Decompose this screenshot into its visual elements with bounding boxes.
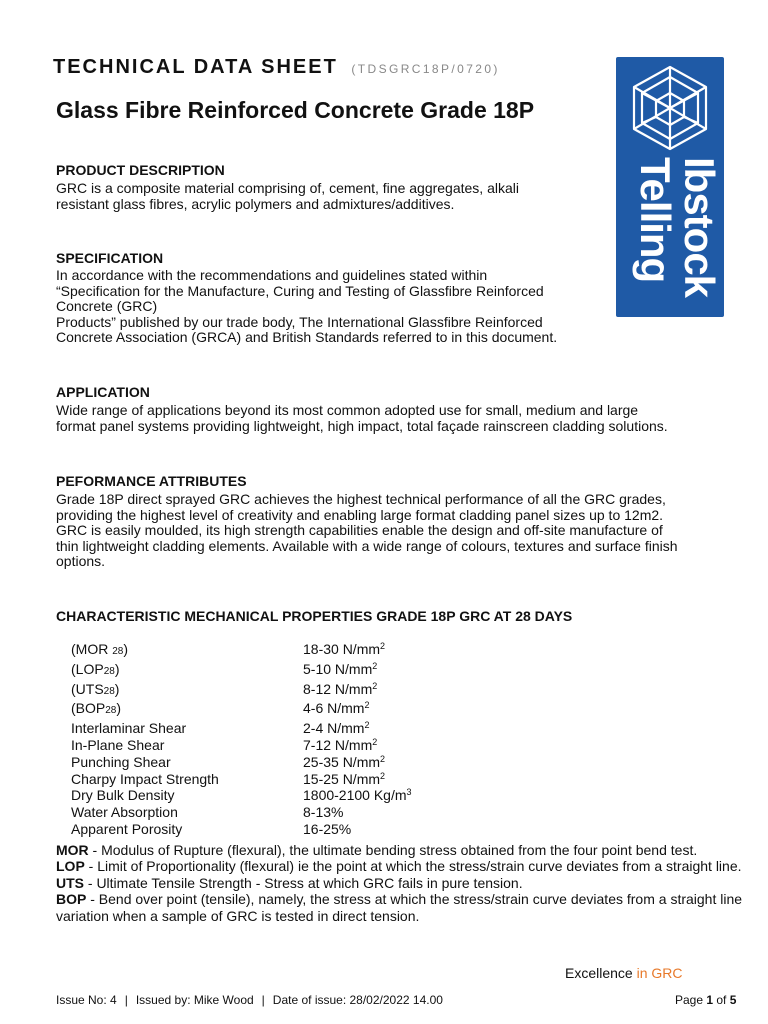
paragraph-line: thin lightweight cladding elements. Available with a wide range of colours, textures and surface finish [56, 537, 678, 554]
page-current: 1 [706, 993, 714, 1007]
specification-text [56, 268, 756, 346]
document-type-title [53, 56, 500, 79]
definition-text: - Modulus of Rupture (flexural), the ultimate bending stress obtained from the four point bend test. [88, 842, 698, 858]
property-label-end: ) [116, 700, 122, 717]
property-label [71, 804, 303, 821]
property-row [71, 641, 412, 661]
property-value-superscript: 2 [364, 720, 370, 731]
property-value [303, 641, 385, 661]
mechanical-properties-heading: CHARACTERISTIC MECHANICAL PROPERTIES GRADE 18P GRC AT 28 DAYS [56, 608, 573, 624]
property-value-text: 16-25% [303, 820, 352, 837]
property-value-text: 2-4 N/mm [303, 720, 365, 737]
property-label [71, 720, 303, 737]
property-row [71, 737, 412, 754]
property-value [303, 661, 377, 681]
property-value-text: 1800-2100 Kg/m [303, 787, 407, 804]
page-total: 5 [729, 993, 737, 1007]
property-value-superscript: 2 [372, 680, 378, 691]
property-label-text: (BOP [71, 700, 106, 717]
paragraph-line: Products” published by our trade body, The International Glassfibre Reinforced [56, 313, 543, 330]
property-label-subscript: 28 [103, 685, 115, 697]
property-label-end: ) [123, 641, 129, 657]
definitions-list [56, 842, 756, 924]
application-text [56, 403, 756, 434]
definition-bop [56, 891, 756, 924]
paragraph-line: Grade 18P direct sprayed GRC achieves the highest technical performance of all the GRC grades, [56, 491, 666, 507]
property-label [71, 641, 303, 661]
property-value-text: 7-12 N/mm [303, 736, 373, 753]
definition-term: MOR [56, 842, 89, 858]
tagline-prefix: Excellence [565, 965, 637, 981]
property-label [71, 754, 303, 771]
property-value [303, 700, 369, 720]
property-label [71, 821, 303, 838]
property-label-text: Interlaminar Shear [71, 720, 187, 737]
property-row [71, 681, 412, 701]
document-footer [56, 993, 443, 1007]
property-row [71, 787, 412, 804]
property-value [303, 681, 377, 701]
property-value-superscript: 2 [380, 641, 386, 651]
definition-term: BOP [56, 891, 87, 908]
logo-word-ibstock: Ibstock [676, 157, 723, 298]
page-prefix: Page [675, 993, 707, 1007]
specification-heading: SPECIFICATION [56, 250, 164, 266]
product-description-text [56, 181, 756, 212]
hexagon-logo-icon [616, 57, 724, 167]
paragraph-line: Concrete Association (GRCA) and British Standards referred to in this document. [56, 329, 558, 346]
paragraph-line: format panel systems providing lightweight, high impact, total façade rainscreen cladding solutions. [56, 417, 668, 434]
mechanical-properties-table [71, 641, 412, 838]
issue-number: Issue No: 4 [56, 993, 117, 1007]
property-value-superscript: 2 [372, 660, 378, 671]
paragraph-line: In accordance with the recommendations and guidelines stated within [56, 267, 488, 283]
property-row [71, 771, 412, 788]
property-label-subscript: 28 [112, 646, 124, 657]
definition-lop [56, 858, 756, 874]
date-of-issue: Date of issue: 28/02/2022 14.00 [272, 993, 443, 1007]
property-value [303, 804, 343, 821]
property-label [71, 737, 303, 754]
issued-by: Issued by: Mike Wood [135, 993, 254, 1007]
property-value-text: 15-25 N/mm [303, 770, 381, 787]
page-of: of [713, 993, 730, 1007]
application-heading: APPLICATION [56, 384, 150, 400]
property-row [71, 804, 412, 821]
definition-text: - Limit of Proportionality (flexural) ie the point at which the stress/strain curve deviates from a straight line. [84, 858, 742, 875]
footer-separator: | [124, 993, 128, 1007]
paragraph-line: GRC is easily moulded, its high strength capabilities enable the design and off-site manufacture of [56, 522, 663, 539]
property-label [71, 700, 303, 720]
property-value-superscript: 2 [380, 753, 386, 764]
property-label-text: (LOP [71, 660, 104, 677]
property-value [303, 787, 412, 804]
performance-attributes-heading: PEFORMANCE ATTRIBUTES [56, 473, 247, 489]
property-value-text: 18-30 N/mm [303, 641, 381, 657]
company-tagline [565, 965, 683, 981]
property-value [303, 771, 385, 788]
paragraph-line: “Specification for the Manufacture, Curing and Testing of Glassfibre Reinforced [56, 282, 544, 299]
logo-word-telling: Telling [632, 157, 679, 283]
property-value-text: 4-6 N/mm [303, 700, 365, 717]
property-label-end: ) [114, 660, 120, 677]
property-label-subscript: 28 [105, 705, 117, 717]
property-value-superscript: 2 [372, 736, 378, 747]
property-label [71, 661, 303, 681]
property-value [303, 720, 369, 737]
paragraph-line: options. [56, 553, 106, 570]
property-value-superscript: 2 [380, 770, 386, 781]
property-value [303, 737, 377, 754]
property-label-text: Water Absorption [71, 804, 178, 821]
definition-text: - Ultimate Tensile Strength - Stress at which GRC fails in pure tension. [84, 874, 523, 891]
property-label-text: (MOR [71, 641, 113, 657]
property-row [71, 720, 412, 737]
property-label [71, 787, 303, 804]
page-title: Glass Fibre Reinforced Concrete Grade 18P [56, 97, 535, 123]
footer-separator: | [261, 993, 265, 1007]
property-value-superscript: 2 [364, 700, 370, 711]
property-label-end: ) [114, 680, 120, 697]
property-value-text: 5-10 N/mm [303, 660, 373, 677]
property-value-superscript: 3 [406, 787, 412, 798]
property-label-text: Dry Bulk Density [71, 787, 175, 804]
property-value [303, 754, 385, 771]
definition-term: LOP [56, 858, 85, 875]
product-description-heading: PRODUCT DESCRIPTION [56, 162, 225, 178]
document-code: (TDSGRC18P/0720) [351, 62, 500, 76]
property-row [71, 821, 412, 838]
property-label-text: Apparent Porosity [71, 820, 183, 837]
header-title-text: TECHNICAL DATA SHEET [53, 56, 338, 78]
definition-mor [56, 842, 756, 858]
property-label [71, 771, 303, 788]
definition-text: - Bend over point (tensile), namely, the stress at which the stress/strain curve deviates from a straight line variation when a sample of GRC is tested in direct tension. [56, 891, 743, 924]
property-value-text: 8-12 N/mm [303, 680, 373, 697]
performance-attributes-text [56, 492, 756, 570]
property-value [303, 821, 351, 838]
definition-term: UTS [56, 874, 84, 891]
property-row [71, 700, 412, 720]
property-label-text: Charpy Impact Strength [71, 770, 219, 787]
paragraph-line: resistant glass fibres, acrylic polymers and admixtures/additives. [56, 195, 455, 212]
paragraph-line: GRC is a composite material comprising of, cement, fine aggregates, alkali [56, 180, 519, 196]
property-value-text: 8-13% [303, 804, 344, 821]
tagline-accent: in GRC [636, 965, 683, 981]
property-value-text: 25-35 N/mm [303, 753, 381, 770]
paragraph-line: Wide range of applications beyond its most common adopted use for small, medium and large [56, 402, 639, 418]
page-number [675, 993, 736, 1007]
definition-uts [56, 875, 756, 891]
property-label [71, 681, 303, 701]
property-label-text: (UTS [71, 680, 104, 697]
property-label-text: In-Plane Shear [71, 736, 165, 753]
property-row [71, 754, 412, 771]
paragraph-line: providing the highest level of creativity and enabling large format cladding panel sizes up to 12m2. [56, 506, 664, 523]
paragraph-line: Concrete (GRC) [56, 298, 158, 315]
property-label-subscript: 28 [103, 665, 115, 677]
property-row [71, 661, 412, 681]
property-label-text: Punching Shear [71, 753, 171, 770]
